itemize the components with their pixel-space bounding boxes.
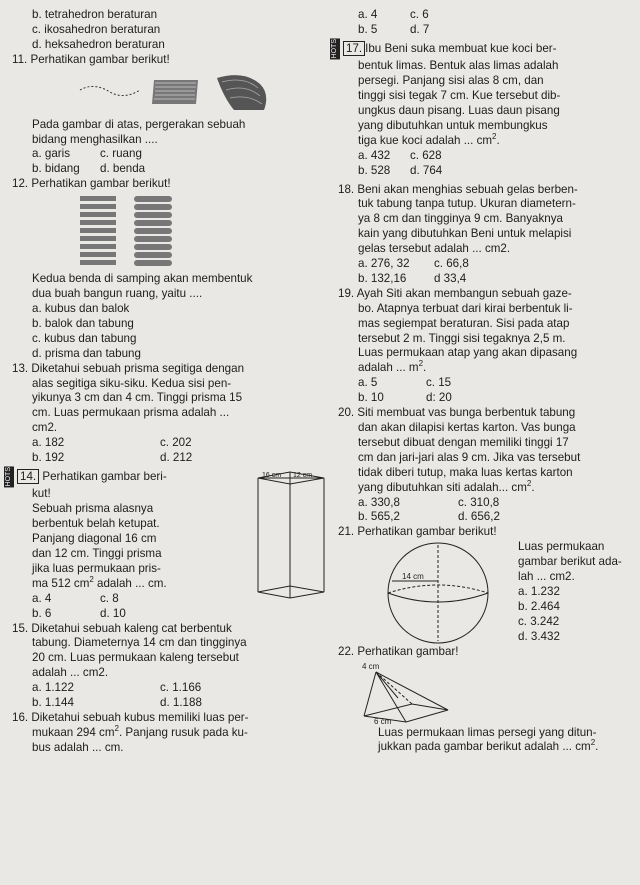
q12-figure	[12, 192, 312, 272]
right-column: a. 4 c. 6 b. 5 d. 7 HOTS 17. Ibu Beni suka membuat kue koci ber- bentuk limas. Bentuk alas limas adalah persegi. Panjang sisi alas 8 cm, dan tinggi sisi tegak 7 cm. Kue tersebut dib- ungkus daun pisang. Luas daun pisang yang dibutuhkan untuk membungkus tiga kue koci adalah ... $cm^2$. a. 432 c. 628 b. 528 d. 764 18. Beni akan menghias sebuah gelas berben- tuk tabung tanpa tutup. Ukuran diametern- ya 8 cm dan tingginya 9 cm. Banyaknya kain yang dibutuhkan Beni untuk melapisi gelas tersebut adalah ... cm2. a. 276, 32 c. 66,8 b. 132,16 d 33,4 19. Ayah Siti akan membangun sebuah gaze- bo. Atapnya terbuat dari kirai berbentuk li- mas segiempat beraturan. Sisi pada atap tersebut 2 m. Tinggi sisi tegaknya 2,5 m. Luas permukaan atap yang akan dipasang adalah ... $m^2$. a. 5 c. 15 b. 10 d: 20 20. Siti membuat vas bunga berbentuk tabung dan akan dilapisi kertas karton. Vas bunga tersebut dibuat dengan memiliki tinggi 17 cm dan jari-jari alas 9 cm. Jika vas tersebut tidak diberi tutup, maka luas kertas karton yang dibutuhkan siti adalah... $cm^2$. a. 330,8 c. 310,8 b. 565,2 d. 656,2 21. Perhatikan gambar berikut! Luas permukaan gambar berikut ada- lah ... cm2. a. 1.232 b. 2.464 c. 3.242 d. 3.432 14 cm 22. Perhatikan gambar! 4 cm 6 cm Luas permukaan limas persegi yang ditun- jukkan pada gambar berikut adalah ... $cm^2$.	[338, 8, 634, 755]
q22: 22. Perhatikan gambar! 4 cm 6 cm Luas permukaan limas persegi yang ditun- jukkan pada gambar berikut adalah ... $cm^2$.	[338, 644, 599, 754]
q11-figure	[12, 68, 312, 118]
q14-prism-figure	[242, 468, 328, 600]
q10-option-c: c. ikosahedron beraturan	[32, 22, 161, 36]
left-column: b. tetrahedron beraturan c. ikosahedron beraturan d. heksahedron beraturan 11. Perhatikan gambar berikut! Pada gambar di atas, pergerakan sebuah bidang menghasilkan .... a. garis c. ruang b. bidang d. benda 12. Perhatikan gambar berikut! Kedua benda di samping akan membentuk dua buah bangun ruang, yaitu .... a. kubus dan balok b. balok dan tabung c. kubus dan tabung d. prisma dan tabung 13. Diketahui sebuah prisma segitiga dengan alas segitiga siku-siku. Kedua sisi pen- yikunya 3 cm dan 4 cm. Tinggi prisma 15 cm. Luas permukaan prisma adalah ... cm2. a. 182 c. 202 b. 192 d. 212 HOTS 14. Perhatikan gambar beri- kut! Sebuah prisma alasnya berbentuk belah ketupat. Panjang diagonal 16 cm dan 12 cm. Tinggi prisma jika luas permukaan pris- ma 512 $cm^2$ adalah ... cm. a. 4 c. 8 b. 6 d. 10 16 cm 12 cm 15. Diketahui sebuah kaleng cat berbentuk tabung. Diameternya 14 cm dan tingginya 20 cm. Luas permukaan kaleng tersebut adalah ... cm2. a. 1.122 c. 1.166 b. 1.144 d. 1.188 16. Diketahui sebuah kubus memiliki luas per- mukaan 294 $cm^2$. Panjang rusuk pada ku- bus adalah ... cm.	[12, 8, 312, 756]
hots-badge: HOTS	[5, 466, 12, 487]
q14-label-16cm: 16 cm	[262, 471, 282, 479]
q10-option-d: d. heksahedron beraturan	[32, 37, 165, 51]
q19: 19. Ayah Siti akan membangun sebuah gaze- bo. Atapnya terbuat dari kirai berbentuk li- mas segiempat beraturan. Sisi pada atap tersebut 2 m. Tinggi sisi tegaknya 2,5 m. Luas permukaan atap yang akan dipasang adalah ... $m^2$. a. 5 c. 15 b. 10 d: 20	[338, 286, 578, 405]
q13: 13. Diketahui sebuah prisma segitiga dengan alas segitiga siku-siku. Kedua sisi pen- yikunya 3 cm dan 4 cm. Tinggi prisma 15 cm. Luas permukaan prisma adalah ... cm2. a. 182 c. 202 b. 192 d. 212	[12, 361, 245, 465]
q22-pyramid-figure	[358, 660, 498, 726]
q12-title: 12. Perhatikan gambar berikut!	[12, 177, 171, 191]
q20: 20. Siti membuat vas bunga berbentuk tabung dan akan dilapisi kertas karton. Vas bunga tersebut dibuat dengan memiliki tinggi 17 cm dan jari-jari alas 9 cm. Jika vas tersebut tidak diberi tutup, maka luas kertas karton yang dibutuhkan siti adalah... $cm^2$. a. 330,8 c. 310,8 b. 565,2 d. 656,2	[338, 406, 581, 524]
q11-title: 11. Perhatikan gambar berikut!	[12, 52, 170, 66]
q18: 18. Beni akan menghias sebuah gelas berben- tuk tabung tanpa tutup. Ukuran diametern- ya 8 cm dan tingginya 9 cm. Banyaknya kain yang dibutuhkan Beni untuk melapisi gelas tersebut adalah ... cm2. a. 276, 32 c. 66,8 b. 132,16 d 33,4	[338, 182, 578, 285]
q12-text: Kedua benda di samping akan membentuk dua buah bangun ruang, yaitu ....	[32, 272, 253, 301]
q10-option-b: b. tetrahedron beraturan	[32, 8, 158, 21]
q17: HOTS 17. Ibu Beni suka membuat kue koci ber- bentuk limas. Bentuk alas limas adalah persegi. Panjang sisi alas 8 cm, dan tinggi sisi tegak 7 cm. Kue tersebut dib- ungkus daun pisang. Luas daun pisang yang dibutuhkan untuk membungkus tiga kue koci adalah ... $cm^2$. a. 432 c. 628 b. 528 d. 764	[331, 38, 561, 177]
q22-label-4cm: 4 cm	[362, 661, 380, 671]
q21-label-14cm: 14 cm	[402, 572, 424, 582]
q11-text: Pada gambar di atas, pergerakan sebuah bidang menghasilkan ....	[32, 117, 246, 146]
hots-badge: HOTS	[331, 38, 338, 59]
q14: HOTS 14. Perhatikan gambar beri- kut! Sebuah prisma alasnya berbentuk belah ketupat. Panjang diagonal 16 cm dan 12 cm. Tinggi prisma jika luas permukaan pris- ma 512 $cm^2$ adalah ... cm. a. 4 c. 8 b. 6 d. 10 16 cm 12 cm	[12, 466, 312, 622]
q15: 15. Diketahui sebuah kaleng cat berbentuk tabung. Diameternya 14 cm dan tingginya 20 cm. Luas permukaan kaleng tersebut adalah ... cm2. a. 1.122 c. 1.166 b. 1.144 d. 1.188	[12, 621, 247, 710]
q14-label-12cm: 12 cm	[293, 471, 313, 479]
q22-label-6cm: 6 cm	[374, 716, 392, 726]
q21: 21. Perhatikan gambar berikut! Luas permukaan gambar berikut ada- lah ... cm2. a. 1.232 b. 2.464 c. 3.242 d. 3.432 14 cm	[338, 525, 634, 644]
q16: 16. Diketahui sebuah kubus memiliki luas per- mukaan 294 $cm^2$. Panjang rusuk pada ku- bus adalah ... cm.	[12, 710, 249, 754]
q21-sphere-figure	[358, 539, 518, 647]
